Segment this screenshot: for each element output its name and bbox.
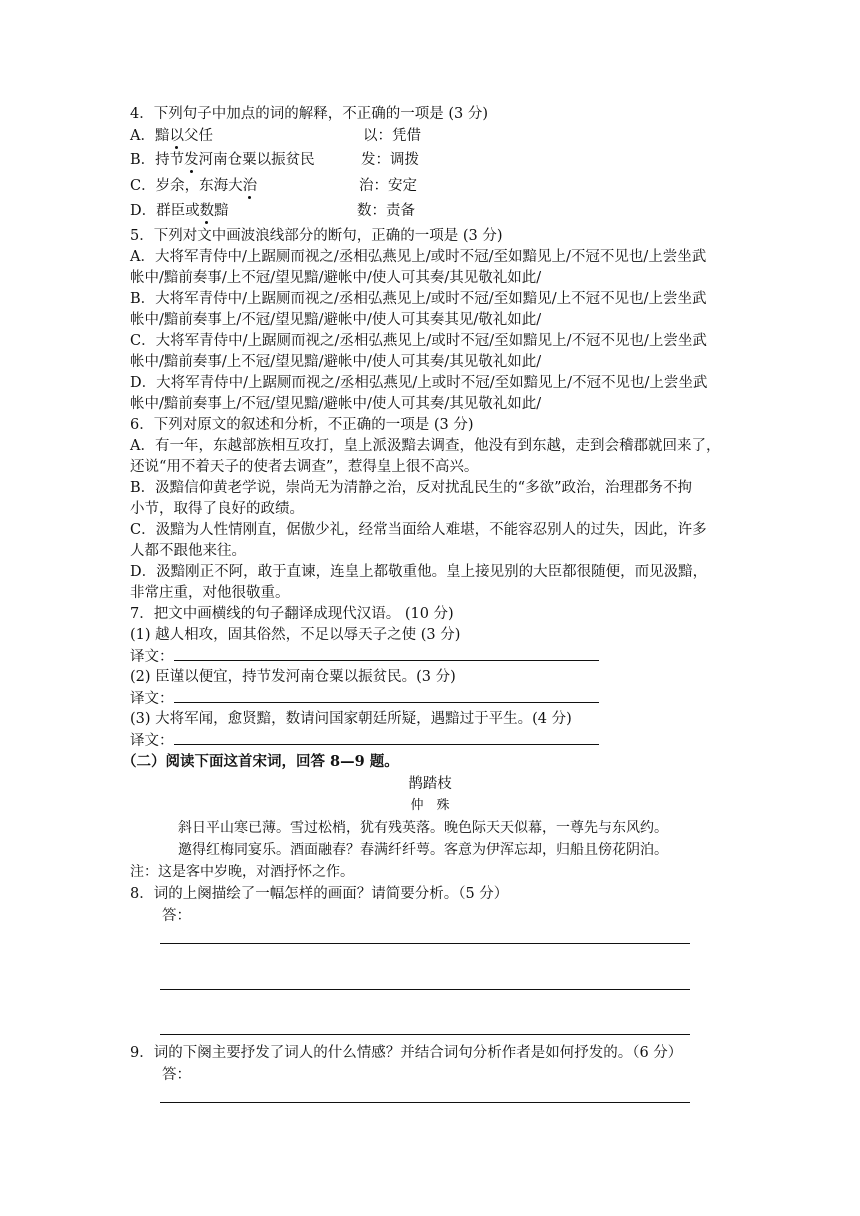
q5-line: D．大将军青侍中/上踞厕而视之/丞相弘燕见/上或时不冠/至如黯见上/不冠不见也/上尝坐武 bbox=[130, 375, 708, 391]
answer-blank[interactable] bbox=[174, 730, 599, 745]
q6-line: D．汲黯刚正不阿，敢于直谏，连皇上都敬重他。皇上接见别的大臣都很随便，而见汲黯， bbox=[130, 564, 708, 580]
q7-item-3: (3) 大将军闻，愈贤黯，数请问国家朝廷所疑，遇黯过于平生。(4 分) bbox=[130, 711, 572, 727]
q4-option-a: A．黯以父任 bbox=[130, 128, 213, 144]
q5-line: 帐中/黯前奏事上/不冠/望见黯/避帐中/使人可其奏其见/敬礼如此/ bbox=[130, 312, 542, 328]
answer-blank[interactable] bbox=[174, 646, 599, 661]
q9-answer-label: 答： bbox=[162, 1067, 191, 1083]
q6-line: B．汲黯信仰黄老学说，崇尚无为清静之治，反对扰乱民生的“多欲”政治，治理郡务不拘 bbox=[130, 480, 692, 496]
q6-line: 还说“用不着天子的使者去调查”，惹得皇上很不高兴。 bbox=[130, 459, 479, 475]
q6-stem: 6．下列对原文的叙述和分析，不正确的一项是 (3 分) bbox=[130, 417, 474, 433]
q7-answer-1: 译文： bbox=[130, 646, 599, 667]
q7-item-2: (2) 臣谨以便宜，持节发河南仓粟以振贫民。(3 分) bbox=[130, 669, 456, 685]
q8-stem: 8．词的上阕描绘了一幅怎样的画面？请简要分析。（5 分） bbox=[130, 886, 509, 902]
q5-line: 帐中/黯前奏事/上不冠/望见黯/避帐中/使人可其奏/其见敬礼如此/ bbox=[130, 270, 542, 286]
q4-option-d: D．群臣或数黯 bbox=[130, 203, 229, 219]
answer-line[interactable] bbox=[160, 1102, 690, 1103]
q7-answer-2: 译文： bbox=[130, 688, 599, 709]
q7-answer-3: 译文： bbox=[130, 730, 599, 751]
q5-line: 帐中/黯前奏事上/不冠/望见黯/避帐中/使人可其奏/其见敬礼如此/ bbox=[130, 396, 542, 412]
q5-line: B．大将军青侍中/上踞厕而视之/丞相弘燕见上/或时不冠/至如黯见/上不冠不见也/上尝坐武 bbox=[130, 291, 707, 307]
answer-blank[interactable] bbox=[174, 688, 599, 703]
q7-stem: 7．把文中画横线的句子翻译成现代汉语。 (10 分) bbox=[130, 606, 454, 622]
poem-title: 鹊踏枝 bbox=[408, 776, 452, 792]
poem-author: 仲 殊 bbox=[410, 798, 450, 813]
q7-item-1: (1) 越人相攻，固其俗然，不足以辱天子之使 (3 分) bbox=[130, 627, 461, 643]
q4-option-b-meaning: 发：调拨 bbox=[361, 152, 419, 168]
poem-line: 邀得红梅同宴乐。酒面融春？春满纤纤萼。客意为伊浑忘却，归船且傍花阴泊。 bbox=[178, 842, 668, 858]
q5-line: 帐中/黯前奏事/上不冠/望见黯/避帐中/使人可其奏/其见敬礼如此/ bbox=[130, 354, 542, 370]
poem-line: 斜日平山寒已薄。雪过松梢，犹有残英落。晚色际天天似幕，一尊先与东风约。 bbox=[178, 820, 668, 836]
section-heading: （二）阅读下面这首宋词，回答 8—9 题。 bbox=[122, 753, 399, 770]
q4-option-c: C．岁余，东海大治 bbox=[130, 178, 258, 194]
q6-line: C．汲黯为人性情刚直，倨傲少礼，经常当面给人难堪，不能容忍别人的过失，因此，许多 bbox=[130, 522, 707, 538]
answer-line[interactable] bbox=[160, 943, 690, 944]
q4-option-c-meaning: 治：安定 bbox=[359, 178, 417, 194]
q6-line: 非常庄重，对他很敬重。 bbox=[130, 585, 290, 601]
poem-note: 注：这是客中岁晚，对酒抒怀之作。 bbox=[130, 864, 354, 880]
q9-stem: 9．词的下阕主要抒发了词人的什么情感？并结合词句分析作者是如何抒发的。（6 分） bbox=[130, 1045, 683, 1061]
q8-answer-label: 答： bbox=[162, 908, 191, 924]
q5-line: A．大将军青侍中/上踞厕而视之/丞相弘燕见上/或时不冠/至如黯见上/不冠不见也/上尝坐武 bbox=[130, 249, 707, 265]
q4-option-a-meaning: 以：凭借 bbox=[363, 128, 421, 144]
q6-line: 小节，取得了良好的政绩。 bbox=[130, 501, 304, 517]
q6-line: A．有一年，东越部族相互攻打，皇上派汲黯去调查，他没有到东越，走到会稽郡就回来了， bbox=[130, 438, 721, 454]
q6-line: 人都不跟他来往。 bbox=[130, 543, 246, 559]
q4-option-b: B．持节发河南仓粟以振贫民 bbox=[130, 152, 315, 168]
q5-stem: 5．下列对文中画波浪线部分的断句，正确的一项是 (3 分) bbox=[130, 228, 503, 244]
q5-line: C．大将军青侍中/上踞厕而视之/丞相弘燕见上/或时不冠/至如黯见上/不冠不见也/上尝坐武 bbox=[130, 333, 707, 349]
answer-line[interactable] bbox=[160, 1034, 690, 1035]
q4-stem: 4．下列句子中加点的词的解释，不正确的一项是 (3 分) bbox=[130, 106, 488, 122]
answer-line[interactable] bbox=[160, 989, 690, 990]
q4-option-d-meaning: 数：责备 bbox=[357, 203, 415, 219]
